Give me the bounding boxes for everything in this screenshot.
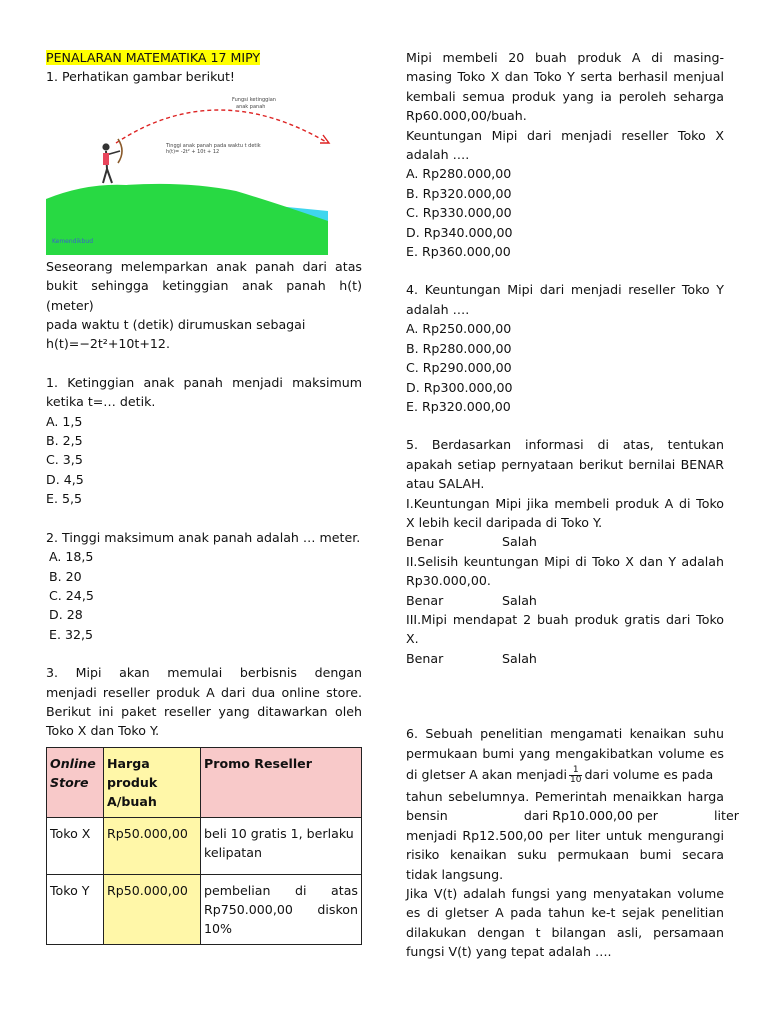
q6-line-4: tahun sebelumnya. Pemerintah menaikkan harga bbox=[406, 789, 724, 804]
q4-stem-1: 4. Keuntungan Mipi dari menjadi reseller Toko Y bbox=[406, 282, 724, 298]
q4-option-e: E. Rp320.000,00 bbox=[406, 398, 511, 414]
q4-option-d: D. Rp300.000,00 bbox=[406, 379, 513, 395]
q2-option-a: A. 18,5 bbox=[49, 549, 94, 565]
salah-option[interactable]: Salah bbox=[502, 534, 537, 550]
intro-line-4: Rp60.000,00/buah. bbox=[406, 108, 527, 124]
q3b-option-e: E. Rp360.000,00 bbox=[406, 244, 511, 260]
figure-label-title: Fungsi ketinggian bbox=[232, 96, 276, 103]
statement-3-choices bbox=[406, 649, 724, 668]
benar-option[interactable]: Benar bbox=[406, 534, 444, 550]
q2-option-d: D. 28 bbox=[49, 607, 83, 623]
q3-line-4: Toko X dan Toko Y. bbox=[46, 723, 160, 739]
q3-line-1: 3. Mipi akan memulai berbisnis dengan bbox=[46, 665, 362, 681]
salah-option[interactable]: Salah bbox=[502, 592, 537, 608]
q5-line-1: 5. Berdasarkan informasi di atas, tentukan bbox=[406, 437, 724, 453]
statement-2-line-2: Rp30.000,00. bbox=[406, 573, 491, 589]
q2-option-e: E. 32,5 bbox=[49, 626, 94, 642]
reseller-table bbox=[46, 747, 362, 945]
table-row bbox=[47, 817, 362, 874]
statement-1-choices bbox=[406, 532, 724, 551]
left-column bbox=[46, 48, 362, 945]
q6-line-3-a: di gletser A akan menjadi bbox=[406, 767, 567, 783]
figure-label-height: Tinggi anak panah pada waktu t detik bbox=[166, 142, 261, 149]
cell-price: Rp50.000,00 bbox=[104, 874, 201, 944]
figure-label-title-2: anak panah bbox=[236, 103, 266, 110]
header-price: Harga produk A/buah bbox=[104, 747, 201, 817]
q6-line-3 bbox=[406, 763, 724, 787]
q3b-option-c: C. Rp330.000,00 bbox=[406, 205, 512, 221]
q6-line-3-b: dari volume es pada bbox=[584, 767, 714, 783]
context-line-1: Seseorang melemparkan anak panah dari atas bbox=[46, 258, 362, 274]
q2-option-b: B. 20 bbox=[49, 568, 82, 584]
context-line-4: h(t)=−2t²+10t+12. bbox=[46, 336, 170, 352]
cell-promo: beli 10 gratis 1, berlaku kelipatan bbox=[201, 817, 362, 874]
q6-line-12: fungsi V(t) yang tepat adalah …. bbox=[406, 944, 612, 960]
benar-option[interactable]: Benar bbox=[406, 650, 444, 666]
salah-option[interactable]: Salah bbox=[502, 650, 537, 666]
q4-option-a: A. Rp250.000,00 bbox=[406, 321, 512, 337]
context-line-3: pada waktu t (detik) dirumuskan sebagai bbox=[46, 317, 306, 333]
arrow-hill-illustration bbox=[46, 91, 362, 255]
q6-line-1: 6. Sebuah penelitian mengamati kenaikan suhu bbox=[406, 726, 724, 742]
cell-store: Toko Y bbox=[47, 874, 104, 944]
table-row bbox=[47, 874, 362, 944]
benar-option[interactable]: Benar bbox=[406, 592, 444, 608]
q4-stem-2: adalah …. bbox=[406, 301, 470, 317]
intro-line-1: Mipi membeli 20 buah produk A di masing- bbox=[406, 50, 724, 65]
q2-stem: 2. Tinggi maksimum anak panah adalah … meter. bbox=[46, 529, 361, 545]
q3-line-2: menjadi reseller produk A dari dua online store. bbox=[46, 684, 362, 700]
page-title: PENALARAN MATEMATIKA 17 MIPY bbox=[46, 50, 261, 65]
fraction bbox=[569, 766, 582, 785]
intro-line-3: kembali semua produk yang ia peroleh seharga bbox=[406, 88, 724, 104]
figure-label-formula: h(t)= -2t² + 10t + 12 bbox=[166, 148, 220, 155]
cell-promo: pembelian di atas Rp750.000,00 diskon 10% bbox=[201, 874, 362, 944]
statement-1-line-1: I.Keuntungan Mipi jika membeli produk A di Toko bbox=[406, 495, 724, 511]
q1-stem-2: ketika t=… detik. bbox=[46, 394, 156, 410]
figure-watermark: Kemendikbud bbox=[52, 237, 94, 245]
statement-1-line-2: X lebih kecil daripada di Toko Y. bbox=[406, 514, 603, 530]
q2-option-c: C. 24,5 bbox=[49, 587, 94, 603]
q1-stem-1: 1. Ketinggian anak panah menjadi maksimum bbox=[46, 374, 362, 390]
q6-line-5: bensin dari Rp10.000,00 per liter bbox=[406, 808, 739, 824]
q3b-stem-2: adalah …. bbox=[406, 147, 470, 163]
q3b-option-b: B. Rp320.000,00 bbox=[406, 185, 512, 201]
q1-option-b: B. 2,5 bbox=[46, 433, 83, 449]
q5-line-2: apakah setiap pernyataan berikut bernilai BENAR bbox=[406, 456, 724, 472]
q1-intro: 1. Perhatikan gambar berikut! bbox=[46, 69, 235, 85]
intro-line-2: masing Toko X dan Toko Y serta berhasil menjual bbox=[406, 69, 724, 85]
right-column bbox=[406, 48, 739, 962]
q1-option-d: D. 4,5 bbox=[46, 471, 84, 487]
fraction-denominator: 10 bbox=[569, 774, 582, 785]
cell-price: Rp50.000,00 bbox=[104, 817, 201, 874]
statement-3-line-2: X. bbox=[406, 631, 419, 647]
q6-line-8: tidak langsung. bbox=[406, 866, 504, 882]
q1-option-e: E. 5,5 bbox=[46, 491, 82, 507]
q5-line-3: atau SALAH. bbox=[406, 476, 485, 492]
q1-option-c: C. 3,5 bbox=[46, 452, 83, 468]
q3b-option-d: D. Rp340.000,00 bbox=[406, 224, 513, 240]
statement-2-choices bbox=[406, 591, 724, 610]
statement-2-line-1: II.Selisih keuntungan Mipi di Toko X dan Y adalah bbox=[406, 553, 724, 569]
context-line-2: bukit sehingga ketinggian anak panah h(t) (meter) bbox=[46, 278, 362, 313]
q6-line-7: risiko kenaikan suku permukaan bumi secara bbox=[406, 847, 724, 863]
q6-line-9: Jika V(t) adalah fungsi yang menyatakan volume bbox=[406, 886, 724, 902]
fraction-numerator: 1 bbox=[569, 766, 582, 776]
q1-option-a: A. 1,5 bbox=[46, 413, 83, 429]
q3b-stem-1: Keuntungan Mipi dari menjadi reseller Toko X bbox=[406, 127, 724, 143]
header-promo: Promo Reseller bbox=[201, 747, 362, 817]
q6-line-6: menjadi Rp12.500,00 per liter untuk mengurangi bbox=[406, 827, 724, 843]
table-header-row bbox=[47, 747, 362, 817]
cell-store: Toko X bbox=[47, 817, 104, 874]
q6-line-10: es di gletser A pada tahun ke-t sejak penelitian bbox=[406, 905, 724, 921]
q4-option-b: B. Rp280.000,00 bbox=[406, 340, 512, 356]
q6-line-2: permukaan bumi yang mengakibatkan volume es bbox=[406, 745, 724, 761]
q4-option-c: C. Rp290.000,00 bbox=[406, 360, 512, 376]
q3b-option-a: A. Rp280.000,00 bbox=[406, 166, 512, 182]
statement-3-line-1: III.Mipi mendapat 2 buah produk gratis dari Toko bbox=[406, 611, 724, 627]
header-online-store: Online Store bbox=[50, 755, 96, 790]
q3-line-3: Berikut ini paket reseller yang ditawarkan oleh bbox=[46, 703, 362, 719]
q6-line-11: dilakukan dengan t bilangan asli, persamaan bbox=[406, 924, 724, 940]
